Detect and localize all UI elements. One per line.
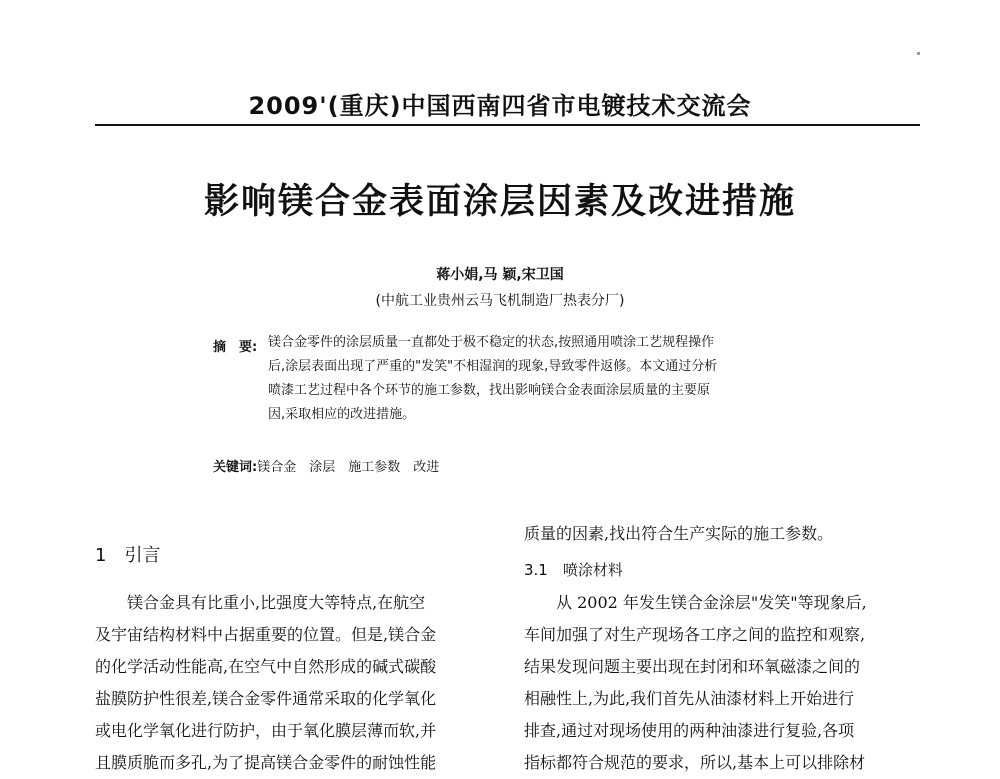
- body-line: 从 2002 年发生镁合金涂层"发笑"等现象后,: [524, 593, 867, 612]
- margin-speck: [917, 52, 920, 55]
- body-line: 及宇宙结构材料中占据重要的位置。但是,镁合金: [95, 625, 437, 644]
- subsection-heading: 3.1 喷涂材料: [524, 561, 623, 579]
- body-line: 排查,通过对现场使用的两种油漆进行复验,各项: [524, 721, 855, 740]
- body-line: 盐膜防护性很差,镁合金零件通常采取的化学氧化: [95, 689, 437, 708]
- abstract-line: 喷漆工艺过程中各个环节的施工参数，找出影响镁合金表面涂层质量的主要原: [268, 383, 711, 398]
- body-line: 相融性上,为此,我们首先从油漆材料上开始进行: [524, 689, 855, 708]
- body-line: 车间加强了对生产现场各工序之间的监控和观察,: [524, 625, 866, 644]
- header-rule: [95, 124, 920, 126]
- conference-header: 2009'(重庆)中国西南四省市电镀技术交流会: [248, 92, 752, 120]
- keywords-text: 镁合金 涂层 施工参数 改进: [257, 460, 440, 475]
- right-column-body: [524, 587, 867, 779]
- abstract-label: 摘 要:: [213, 340, 258, 355]
- abstract-line: 因,采取相应的改进措施。: [268, 407, 416, 422]
- body-line: 质量的因素,找出符合生产实际的施工参数。: [524, 524, 834, 543]
- section-heading: 1 引言: [95, 545, 161, 566]
- paper-title: 影响镁合金表面涂层因素及改进措施: [203, 181, 796, 222]
- body-line: 且膜质脆而多孔,为了提高镁合金零件的耐蚀性能: [95, 753, 437, 772]
- abstract-body: [268, 331, 717, 427]
- keywords-label: 关键词:: [213, 460, 258, 475]
- abstract-line: 镁合金零件的涂层质量一直都处于极不稳定的状态,按照通用喷涂工艺规程操作: [268, 335, 715, 350]
- abstract-line: 后,涂层表面出现了严重的"发笑"不相湿润的现象,导致零件返修。本文通过分析: [268, 359, 718, 374]
- body-line: 结果发现问题主要出现在封闭和环氧磁漆之间的: [524, 657, 861, 676]
- left-column-body: [95, 587, 436, 779]
- body-line: 的化学活动性能高,在空气中自然形成的碱式碳酸: [95, 657, 437, 676]
- body-line: 或电化学氧化进行防护，由于氧化膜层薄而软,并: [95, 721, 437, 740]
- affiliation: (中航工业贵州云马飞机制造厂热表分厂): [375, 293, 625, 309]
- keywords: [213, 456, 439, 475]
- authors: 蒋小娟,马 颖,宋卫国: [436, 267, 564, 283]
- body-line: 指标都符合规范的要求，所以,基本上可以排除材: [524, 753, 866, 772]
- body-line: 镁合金具有比重小,比强度大等特点,在航空: [95, 593, 426, 612]
